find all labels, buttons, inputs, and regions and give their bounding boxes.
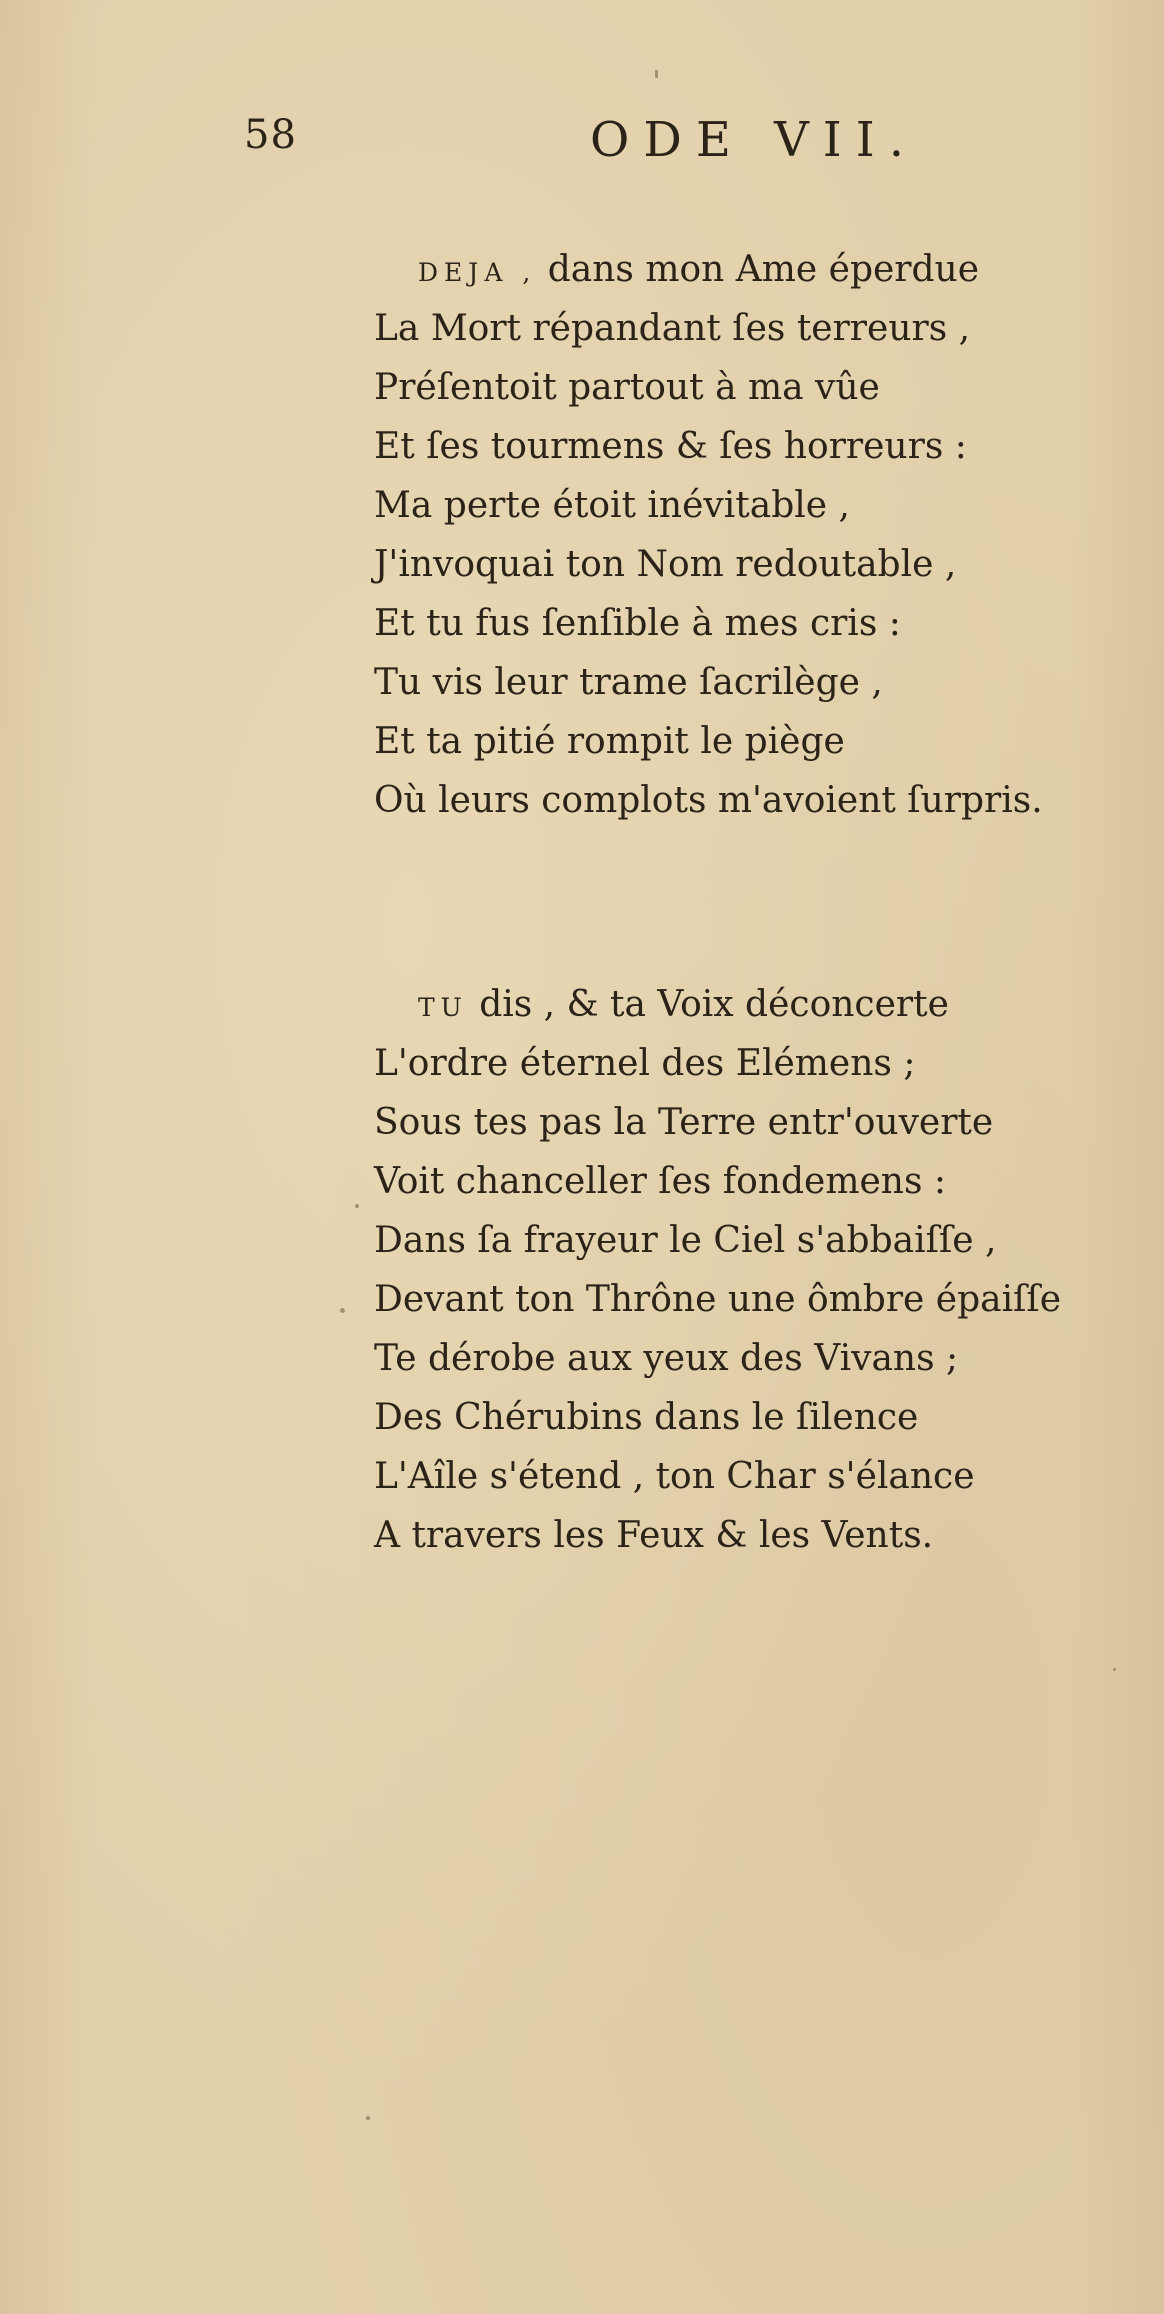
verse-line: Préſentoit partout à ma vûe — [374, 367, 880, 408]
verse-line: Où leurs complots m'avoient ſurpris. — [374, 780, 1043, 821]
verse-line: Devant ton Thrône une ômbre épaiſſe — [374, 1279, 1062, 1320]
verse-line: Sous tes pas la Terre entr'ouverte — [374, 1102, 994, 1143]
verse-line: L'ordre éternel des Elémens ; — [374, 1043, 916, 1084]
verse-line: Te dérobe aux yeux des Vivans ; — [374, 1338, 959, 1379]
paper-speck — [1113, 1668, 1116, 1671]
verse-line: Et ſes tourmens & ſes horreurs : — [374, 426, 967, 467]
verse-line: Dans ſa frayeur le Ciel s'abbaiſſe , — [374, 1220, 997, 1261]
paper-speck — [340, 1308, 345, 1313]
verse-text: dis , & ta Voix déconcerte — [479, 984, 949, 1025]
verse-line: A travers les Feux & les Vents. — [374, 1515, 934, 1556]
verse-line — [374, 240, 1043, 299]
verse-line: La Mort répandant ſes terreurs , — [374, 308, 971, 349]
verse-line — [374, 975, 1061, 1034]
stanza-2 — [374, 975, 1061, 1565]
opening-small-caps: DEJA , — [418, 258, 537, 287]
verse-line: L'Aîle s'étend , ton Char s'élance — [374, 1456, 975, 1497]
paper-speck — [655, 70, 658, 78]
verse-line: J'invoquai ton Nom redoutable , — [374, 544, 957, 585]
verse-line: Des Chérubins dans le ſilence — [374, 1397, 919, 1438]
verse-line: Et ta pitié rompit le piège — [374, 721, 845, 762]
running-head: ODE VII. — [590, 112, 918, 168]
paper-speck — [355, 1204, 359, 1208]
page-number: 58 — [244, 112, 297, 158]
paper-speck — [366, 2116, 370, 2120]
verse-line: Voit chanceller ſes fondemens : — [374, 1161, 946, 1202]
opening-small-caps: TU — [418, 993, 468, 1022]
verse-line: Tu vis leur trame ſacrilège , — [374, 662, 883, 703]
verse-line: Ma perte étoit inévitable , — [374, 485, 850, 526]
stanza-1 — [374, 240, 1043, 830]
verse-line: Et tu fus ſenſible à mes cris : — [374, 603, 901, 644]
verse-text: dans mon Ame éperdue — [547, 249, 980, 290]
